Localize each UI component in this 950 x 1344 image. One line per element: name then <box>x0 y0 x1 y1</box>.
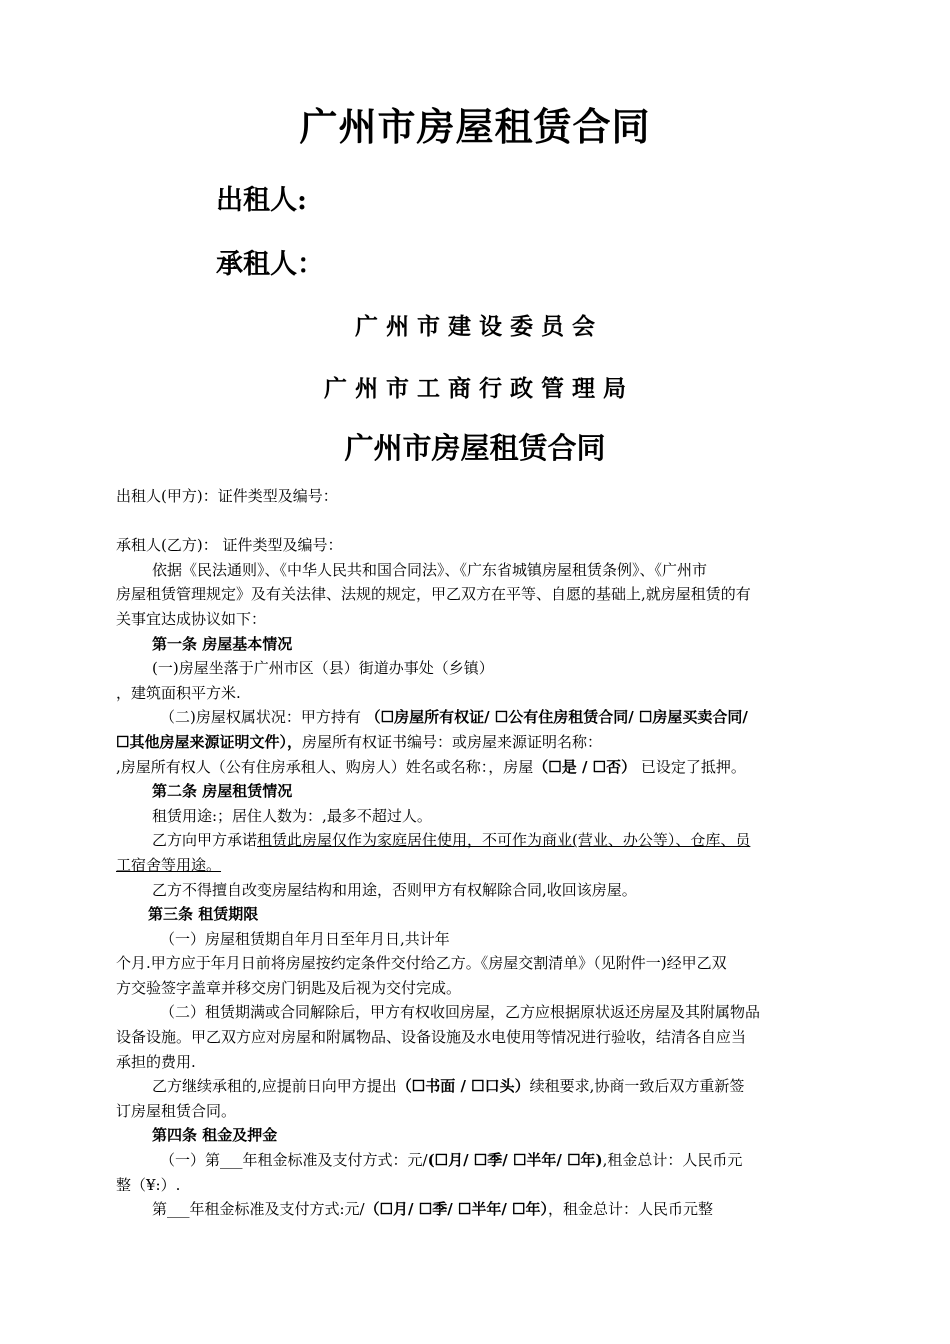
article-1-text: ，建筑面积平方米. <box>116 683 241 702</box>
blank-line <box>116 509 836 534</box>
article-1-text <box>116 705 836 730</box>
article-2-heading: 第二条 房屋租赁情况 <box>152 782 293 801</box>
rent-period-options: (☐月/ ☐季/ ☐半年/ ☐年) <box>427 1151 603 1170</box>
article-3-text: 设备设施。甲乙双方应对房屋和附属物品、设备设施及水电使用等情况进行验收，结清各自应当 <box>116 1028 747 1047</box>
article-1-text: (一)房屋坐落于广州市区（县）街道办事处（乡镇） <box>152 659 494 678</box>
rent-total-text: ，租金总计：人民币元整 <box>548 1200 714 1219</box>
intro-line: 房屋租赁管理规定》及有关法律、法规的规定，甲乙双方在平等、自愿的基础上,就房屋租赁的有 <box>116 585 751 604</box>
article-3-text: 订房屋租赁合同。 <box>116 1101 237 1120</box>
article-3-text: （二）租赁期满或合同解除后，甲方有权收回房屋，乙方应根据原状返还房屋及其附属物品 <box>160 1003 761 1022</box>
mortgage-options: （☐是 / ☐否） <box>533 757 637 776</box>
mortgage-text: 已设定了抵押。 <box>636 757 746 776</box>
article-4-text <box>116 1148 836 1173</box>
promise-text: 乙方向甲方承诺 <box>152 831 258 850</box>
issuer-construction-committee: 广 州 市 建 设 委 员 会 <box>354 313 596 340</box>
rent-total-text: ,租金总计：人民币元 <box>602 1151 743 1170</box>
article-2-text: 租赁用途:；居住人数为：,最多不超过人。 <box>152 806 432 825</box>
article-3-text: 承担的费用. <box>116 1052 196 1071</box>
lessor-heading: 出租人: <box>216 185 307 216</box>
usage-restriction-text: 工宿舍等用途。 <box>116 855 222 874</box>
intro-line: 关事宜达成协议如下： <box>116 609 267 628</box>
intro-line: 依据《民法通则》、《中华人民共和国合同法》、《广东省城镇房屋租赁条例》、《广州市 <box>152 560 708 579</box>
ownership-doc-options: ☐其他房屋来源证明文件）， <box>116 732 302 751</box>
ownership-doc-options: （☐房屋所有权证/ ☐公有住房租赁合同/ ☐房屋买卖合同/ <box>365 708 748 727</box>
article-3-text <box>116 1074 836 1099</box>
renewal-options: （☐书面 / ☐口头） <box>396 1077 530 1096</box>
rent-standard-text: 第___年租金标准及支付方式:元/ <box>152 1200 365 1219</box>
lessee-line: 承租人(乙方)： 证件类型及编号： <box>116 536 343 555</box>
article-2-text <box>116 828 836 853</box>
rent-standard-text: （一）第___年租金标准及支付方式：元/ <box>160 1151 428 1170</box>
rent-period-options: （☐月/ ☐季/ ☐半年/ ☐年） <box>364 1200 549 1219</box>
lessee-heading: 承租人： <box>216 249 324 280</box>
article-1-heading: 第一条 房屋基本情况 <box>152 634 293 653</box>
article-4-text: 整（¥:）. <box>116 1175 181 1194</box>
article-4-text <box>116 1197 836 1222</box>
article-2-text: 乙方不得擅自改变房屋结构和用途，否则甲方有权解除合同,收回该房屋。 <box>152 880 637 899</box>
lessor-line: 出租人(甲方)：证件类型及编号： <box>116 487 338 505</box>
usage-restriction-text: 租赁此房屋仅作为家庭居住使用，不可作为商业(营业、办公等）、仓库、员 <box>257 831 751 850</box>
certificate-number-text: 房屋所有权证书编号：或房屋来源证明名称： <box>301 732 602 751</box>
issuer-commerce-bureau: 广 州 市 工 商 行 政 管 理 局 <box>323 375 627 402</box>
contract-subtitle: 广州市房屋租赁合同 <box>344 431 606 465</box>
article-1-text <box>116 755 836 780</box>
article-1-text <box>116 730 836 755</box>
article-4-heading: 第四条 租金及押金 <box>152 1126 278 1145</box>
contract-body <box>116 484 836 1222</box>
renewal-text: 续租要求,协商一致后双方重新签 <box>529 1077 745 1096</box>
owner-name-text: ,房屋所有权人（公有住房承租人、购房人）姓名或名称：，房屋 <box>116 757 534 776</box>
article-2-text <box>116 853 836 878</box>
article-3-text: 个月.甲方应于年月日前将房屋按约定条件交付给乙方。《房屋交割清单》（见附件一)经甲乙双 <box>116 954 727 973</box>
article-3-heading: 第三条 租赁期限 <box>148 905 259 924</box>
contract-title: 广州市房屋租赁合同 <box>299 104 651 149</box>
article-3-text: （一）房屋租赁期自年月日至年月日,共计年 <box>160 929 450 948</box>
ownership-status-text: （二)房屋权属状况：甲方持有 <box>160 708 366 727</box>
article-3-text: 方交验签字盖章并移交房门钥匙及后视为交付完成。 <box>116 978 462 997</box>
renewal-text: 乙方继续承租的,应提前日向甲方提出 <box>152 1077 397 1096</box>
